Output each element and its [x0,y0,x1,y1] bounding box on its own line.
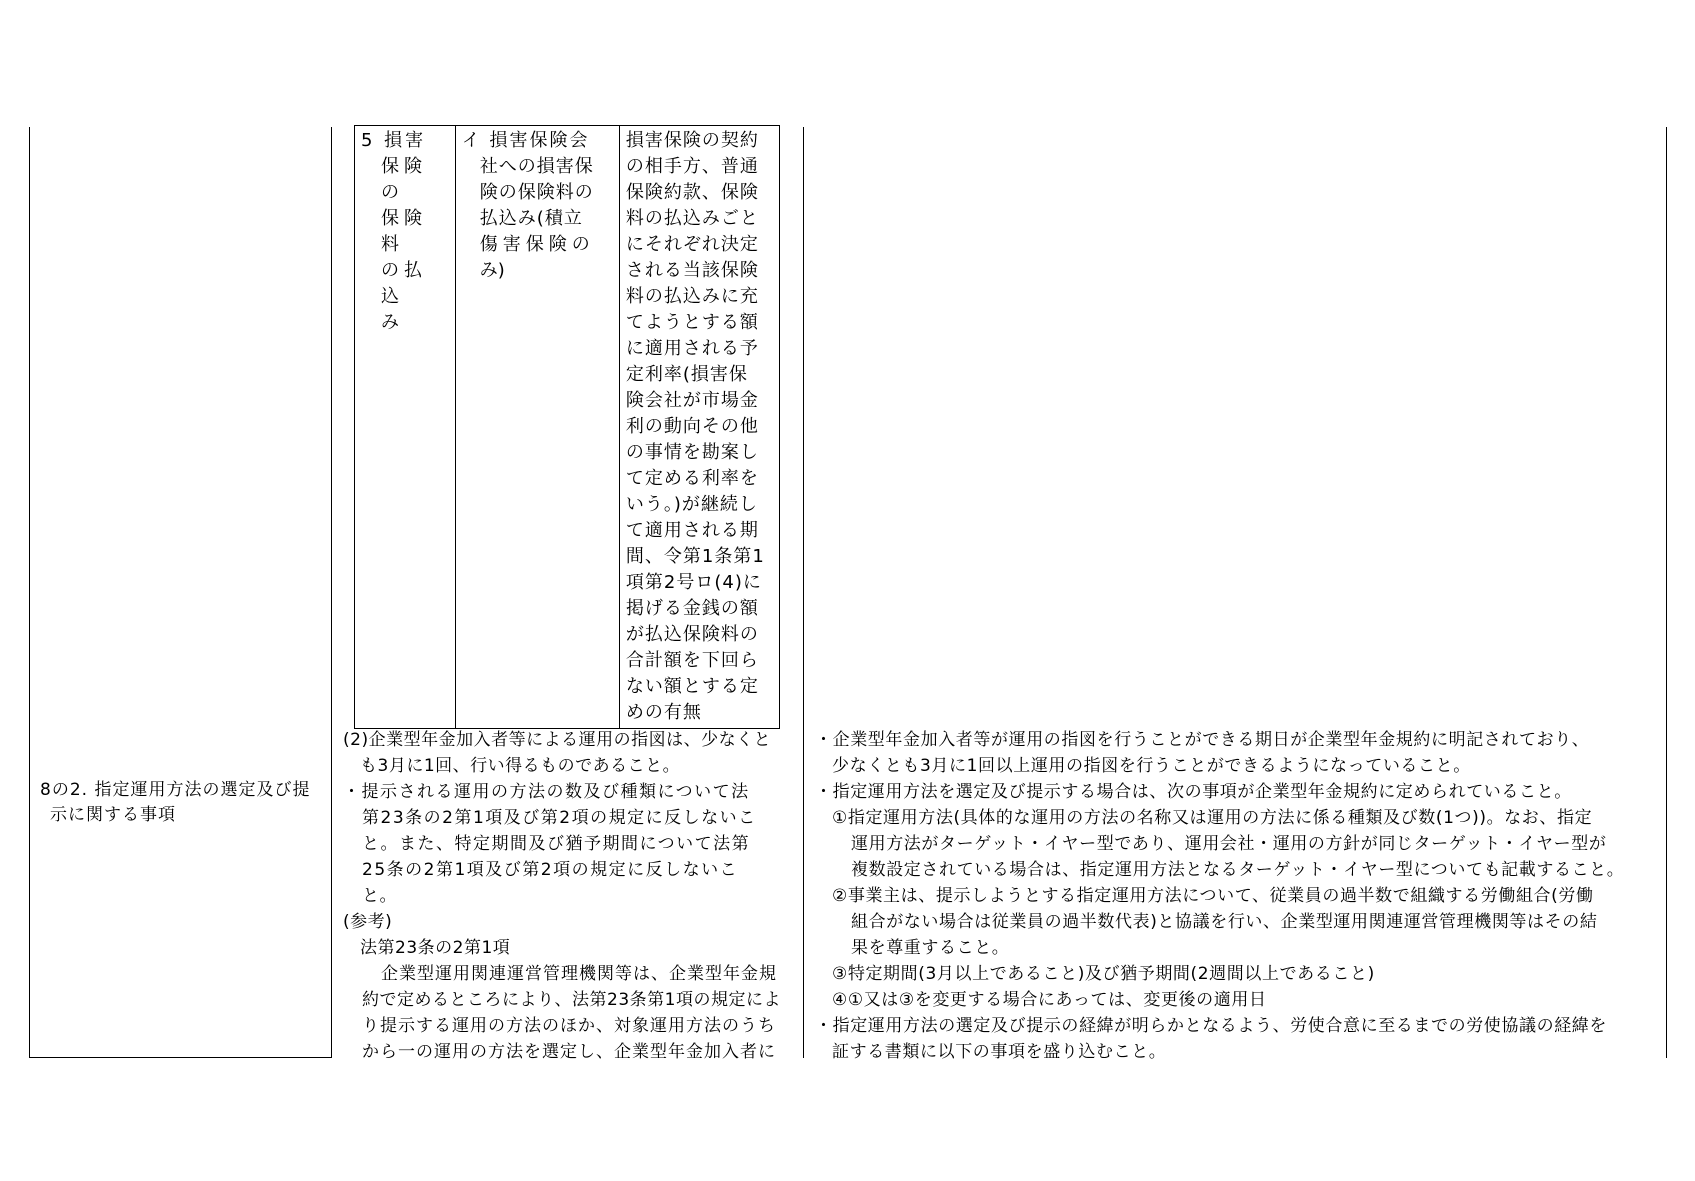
bullet-designated-method: ・指定運用方法を選定及び提示する場合は、次の事項が企業型年金規約に定められていること。 [815,782,1572,802]
right-border [1666,127,1667,1058]
col1-divider [331,127,332,1058]
insurance-table-col3: 損害保険の契約 の相手方、普通 保険約款、保険 料の払込みごと にそれぞれ決定 される当該保険 料の払込みに充 てようとする額 に適用される予 定利率(損害保 険会社が市場金 利の動向その他 の事情を勘案し て定める利率を いう。)が継続し て適用される期 間、令第1条第1 項第2号ロ(4)に 掲げる金銭の額 が払込保険料の 合計額を下回ら ない額とする定 めの有無 [619,126,779,729]
reference-title: (参考) [343,912,393,932]
left-border [29,127,30,1058]
item-circle-2: ②事業主は、提示しようとする指定運用方法について、従業員の過半数で組織する労働組合(労働 組合がない場合は従業員の過半数代表)と協議を行い、企業型運用関連運営管理機関等はその結 果を尊重すること。 [832,886,1598,958]
bullet-instruction-dates: ・企業型年金加入者等が運用の指図を行うことができる期日が企業型年金規約に明記されており、 少なくとも3月に1回以上運用の指図を行うことができるようになっていること。 [815,730,1590,776]
middle-column-text [343,727,799,1065]
item-circle-1: ①指定運用方法(具体的な運用の方法の名称又は運用の方法に係る種類及び数(1つ))。なお、指定 運用方法がターゲット・イヤー型であり、運用会社・運用の方針が同じターゲット・イヤー型が 複数設定されている場合は、指定運用方法となるターゲット・イヤー型についても記載すること。 [832,808,1625,880]
col2-divider [803,127,804,1058]
reference-body: 企業型運用関連運営管理機関等は、企業型年金規 約で定めるところにより、法第23条第1項の規定によ り提示する運用の方法のほか、対象運用方法のうち から一の運用の方法を選定し、企業型年金加入者に [362,964,781,1062]
item-2: (2)企業型年金加入者等による運用の指図は、少なくと も3月に1回、行い得るものであること。 [343,730,772,776]
item-circle-4: ④①又は③を変更する場合にあっては、変更後の適用日 [832,990,1267,1010]
reference-law: 法第23条の2第1項 [360,938,511,958]
insurance-table-col1: 5 損害 保険の 保険料 の払込 み [355,126,456,729]
bullet-offered-methods: ・提示される運用の方法の数及び種類について法 第23条の2第1項及び第2項の規定に反しないこ と。また、特定期間及び猶予期間について法第 25条の2第1項及び第2項の規定に反しないこ と。 [343,782,757,906]
section-label: 8の2. 指定運用方法の選定及び提 示に関する事項 [40,780,311,825]
insurance-table [354,125,780,729]
insurance-table-col2: イ 損害保険会 社への損害保 険の保険料の 払込み(積立 傷害保険の み) [455,126,619,729]
bullet-consultation-record: ・指定運用方法の選定及び提示の経緯が明らかとなるよう、労使合意に至るまでの労使協議の経緯を 証する書類に以下の事項を盛り込むこと。 [815,1016,1607,1062]
item-circle-3: ③特定期間(3月以上であること)及び猶予期間(2週間以上であること) [832,964,1375,984]
right-column-text [815,727,1663,1065]
bottom-border-left [29,1057,331,1058]
